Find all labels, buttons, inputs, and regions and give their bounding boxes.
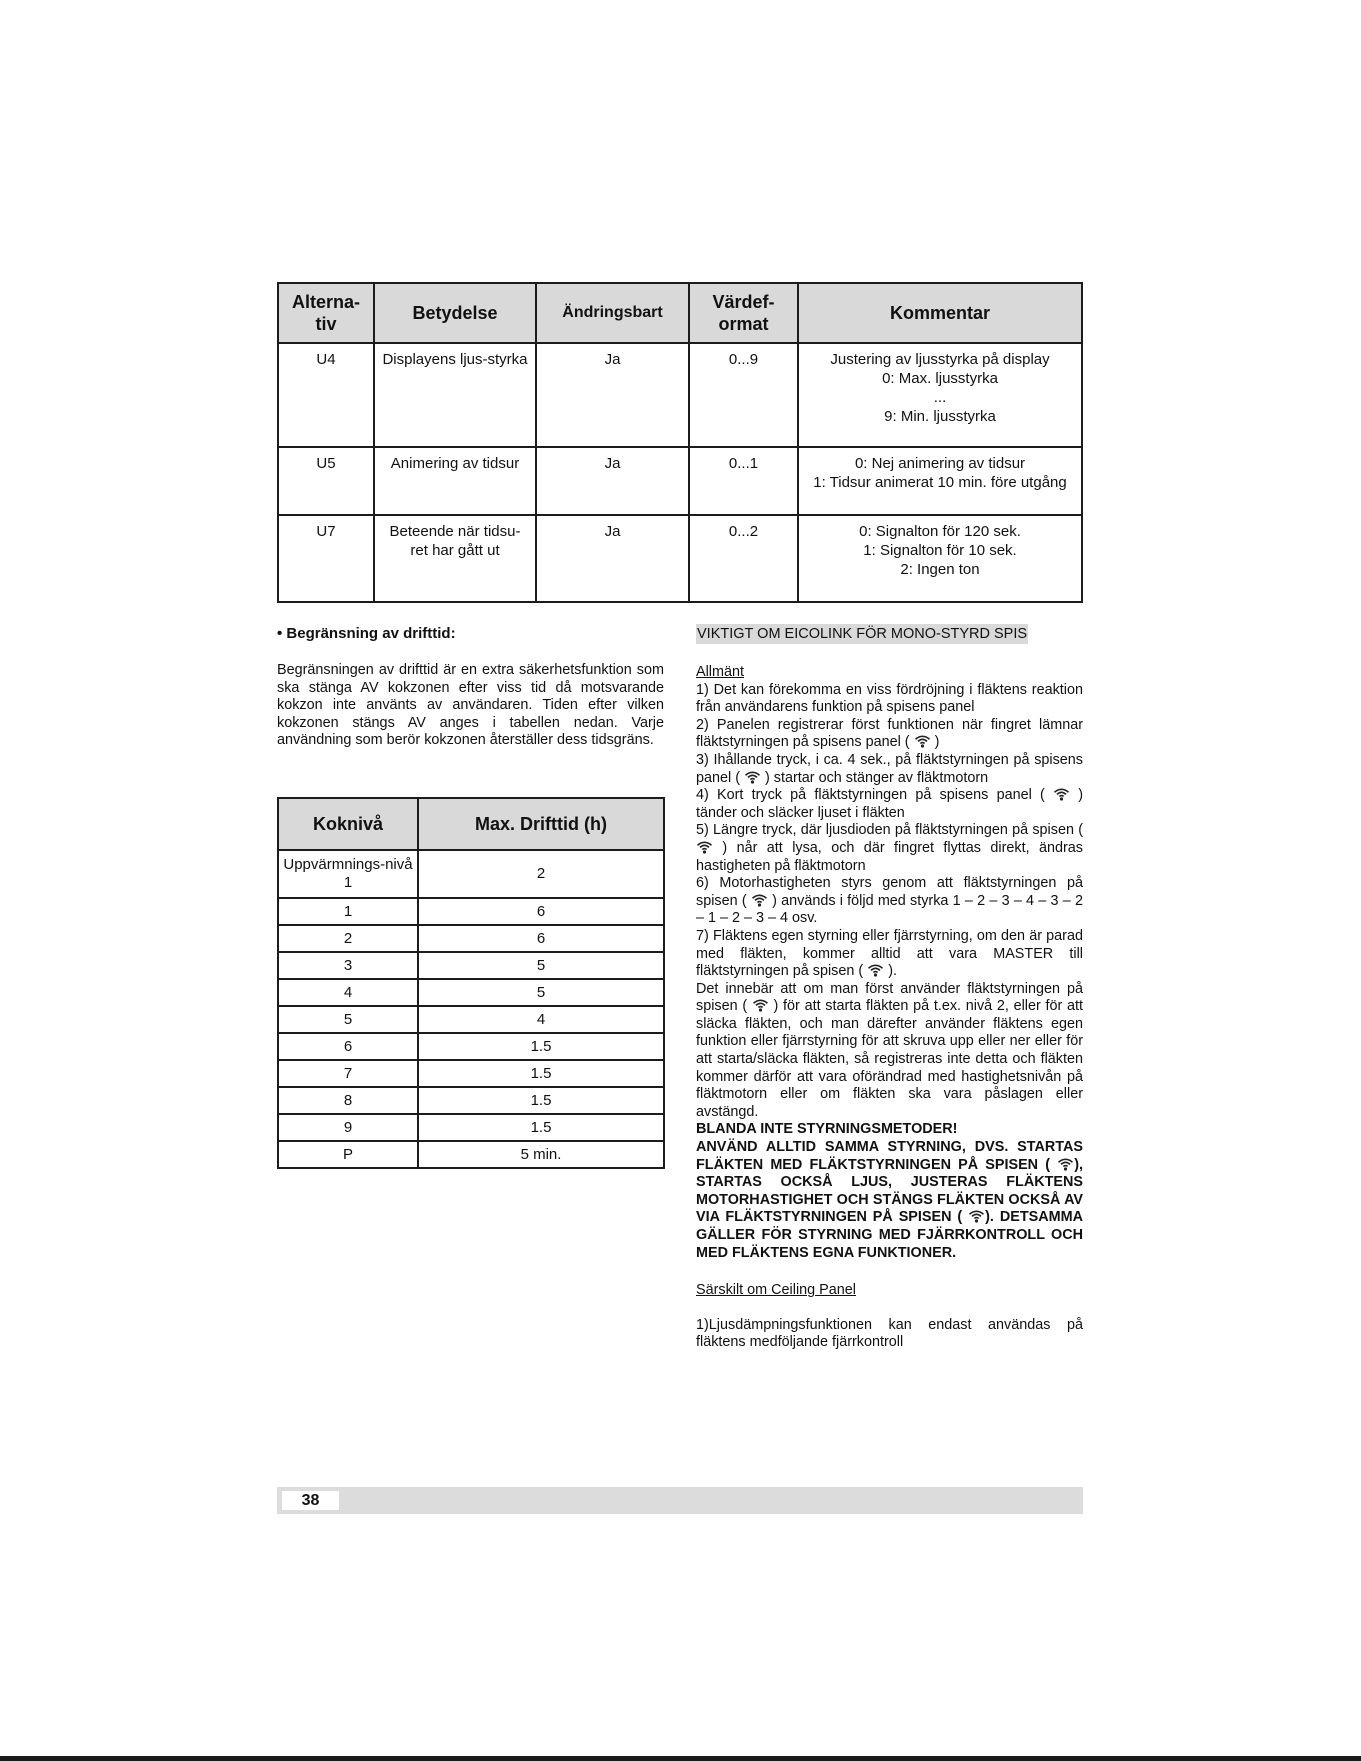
drifttid-paragraph: Begränsningen av drifttid är en extra säkerhetsfunktion som ska stänga AV kokzonen efter viss tid då motsvarande kokzon inte använts av användaren. Tiden efter vilken kokzonen stängs AV anges i tabellen nedan. Varje användning som berör kokzonen återställer dess tidsgräns. bbox=[277, 662, 664, 749]
cell-kokniva: 2 bbox=[278, 925, 418, 952]
table-row bbox=[278, 1114, 664, 1141]
list-item: 5) Längre tryck, där ljusdioden på fläktstyrningen på spisen ( ) når att lysa, och där fingret flyttas direkt, ändras hastigheten på fläktmotorn bbox=[696, 822, 1083, 874]
eicolink-title: VIKTIGT OM EICOLINK FÖR MONO-STYRD SPIS bbox=[697, 626, 1028, 642]
cell-max-drifttid: 6 bbox=[418, 898, 664, 925]
cell-max-drifttid: 6 bbox=[418, 925, 664, 952]
cell-editable: Ja bbox=[536, 515, 689, 602]
cell-kokniva: P bbox=[278, 1141, 418, 1168]
cell-kokniva: 3 bbox=[278, 952, 418, 979]
comment-line: Justering av ljusstyrka på display bbox=[830, 351, 1050, 368]
comment-line: 9: Min. ljusstyrka bbox=[884, 408, 996, 425]
fan-wifi-icon bbox=[968, 1209, 985, 1223]
cell-comment bbox=[798, 343, 1082, 447]
list-item: 2) Panelen registrerar först funktionen när fingret lämnar fläktstyrningen på spisens panel ( ) bbox=[696, 716, 1083, 751]
fan-wifi-icon bbox=[696, 840, 713, 854]
section-heading-drifttid: • Begränsning av drifttid: bbox=[277, 625, 456, 642]
footer-bar bbox=[277, 1487, 1083, 1514]
cell-max-drifttid: 2 bbox=[418, 850, 664, 898]
subhead-allmant: Allmänt bbox=[696, 664, 744, 680]
warning-heading: BLANDA INTE STYRNINGSMETODER! bbox=[696, 1121, 958, 1138]
cell-max-drifttid: 1.5 bbox=[418, 1033, 664, 1060]
cell-max-drifttid: 5 bbox=[418, 979, 664, 1006]
cell-meaning: Animering av tidsur bbox=[374, 447, 536, 515]
fan-wifi-icon bbox=[751, 893, 768, 907]
list-item: 3) Ihållande tryck, i ca. 4 sek., på fläktstyrningen på spisens panel ( ) startar och stänger av fläktmotorn bbox=[696, 751, 1083, 786]
cell-format: 0...1 bbox=[689, 447, 798, 515]
table-row bbox=[278, 1060, 664, 1087]
cell-editable: Ja bbox=[536, 447, 689, 515]
cell-kokniva: 6 bbox=[278, 1033, 418, 1060]
header-alternativ: Alterna-tiv bbox=[278, 283, 374, 343]
cell-comment bbox=[798, 447, 1082, 515]
cell-kokniva: 1 bbox=[278, 898, 418, 925]
fan-wifi-icon bbox=[914, 734, 931, 748]
cell-alt: U4 bbox=[278, 343, 374, 447]
cell-max-drifttid: 4 bbox=[418, 1006, 664, 1033]
comment-line: 0: Nej animering av tidsur bbox=[854, 455, 1026, 472]
cell-kokniva: Uppvärmnings-nivå 1 bbox=[278, 850, 418, 898]
settings-table bbox=[277, 282, 1083, 603]
left-column bbox=[277, 624, 664, 750]
cell-max-drifttid: 5 min. bbox=[418, 1141, 664, 1168]
fan-wifi-icon bbox=[744, 770, 761, 784]
settings-table-header bbox=[278, 283, 1082, 343]
cell-max-drifttid: 1.5 bbox=[418, 1087, 664, 1114]
comment-line: ... bbox=[933, 389, 947, 406]
header-max-drifttid: Max. Drifttid (h) bbox=[418, 798, 664, 850]
comment-line: 2: Ingen ton bbox=[900, 561, 980, 578]
cell-format: 0...9 bbox=[689, 343, 798, 447]
explanation-paragraph: Det innebär att om man först använder fläktstyrningen på spisen ( ) för att starta fläkten på t.ex. nivå 2, eller för att släcka fläkten, och man därefter använder fläktens egen funktion eller fjärrstyrning för att skruva upp eller ner eller för att starta/släcka fläkten, så registreras inte detta och fläkten kommer därför att vara oförändrad med hastighetsnivån på fläktmotorn eller om fläkten ska vara påslagen eller avstängd. bbox=[696, 980, 1083, 1120]
cell-max-drifttid: 1.5 bbox=[418, 1060, 664, 1087]
warning-paragraph: ANVÄND ALLTID SAMMA STYRNING, DVS. STARTAS FLÄKTEN MED FLÄKTSTYRNINGEN PÅ SPISEN ( ), STARTAS OCKSÅ LJUS, JUSTERAS FLÄKTENS MOTORHASTIGHET OCH STÄNGS FLÄKTEN OCKSÅ AV VIA FLÄKTSTYRNINGEN PÅ SPISEN ( ). DETSAMMA GÄLLER FÖR STYRNING MED FJÄRRKONTROLL OCH MED FLÄKTENS EGNA FUNKTIONER. bbox=[696, 1139, 1084, 1261]
table-row bbox=[278, 1033, 664, 1060]
table-row bbox=[278, 979, 664, 1006]
cell-kokniva: 7 bbox=[278, 1060, 418, 1087]
cell-kokniva: 8 bbox=[278, 1087, 418, 1114]
drifttid-table-header bbox=[278, 798, 664, 850]
cell-meaning: Displayens ljus-styrka bbox=[374, 343, 536, 447]
ceiling-paragraph: 1)Ljusdämpningsfunktionen kan endast användas på fläktens medföljande fjärrkontroll bbox=[696, 1316, 1083, 1351]
table-row bbox=[278, 1087, 664, 1114]
page-number: 38 bbox=[282, 1491, 339, 1510]
cell-kokniva: 4 bbox=[278, 979, 418, 1006]
comment-line: 1: Signalton för 10 sek. bbox=[863, 542, 1017, 559]
table-row bbox=[278, 898, 664, 925]
cell-editable: Ja bbox=[536, 343, 689, 447]
list-item: 6) Motorhastigheten styrs genom att fläktstyrningen på spisen ( ) används i följd med styrka 1 – 2 – 3 – 4 – 3 – 2 – 1 – 2 – 3 – 4 osv. bbox=[696, 875, 1083, 927]
comment-line: 1: Tidsur animerat 10 min. före utgång bbox=[813, 474, 1067, 491]
cell-alt: U5 bbox=[278, 447, 374, 515]
drifttid-table-body bbox=[278, 850, 664, 1168]
drifttid-table bbox=[277, 797, 665, 1169]
bottom-rule bbox=[0, 1756, 1361, 1761]
table-row bbox=[278, 447, 1082, 515]
fan-wifi-icon bbox=[1053, 787, 1070, 801]
right-column bbox=[696, 624, 1083, 1352]
fan-wifi-icon bbox=[867, 963, 884, 977]
cell-max-drifttid: 5 bbox=[418, 952, 664, 979]
cell-format: 0...2 bbox=[689, 515, 798, 602]
header-andringsbart: Ändringsbart bbox=[536, 283, 689, 343]
header-kokniva: Koknivå bbox=[278, 798, 418, 850]
list-item: 4) Kort tryck på fläktstyrningen på spisens panel ( ) tänder och släcker ljuset i fläkten bbox=[696, 787, 1083, 821]
table-row bbox=[278, 1006, 664, 1033]
subhead-ceiling-panel: Särskilt om Ceiling Panel bbox=[696, 1282, 856, 1299]
cell-comment bbox=[798, 515, 1082, 602]
table-row bbox=[278, 925, 664, 952]
cell-kokniva: 9 bbox=[278, 1114, 418, 1141]
fan-wifi-icon bbox=[752, 998, 769, 1012]
fan-wifi-icon bbox=[1057, 1157, 1074, 1171]
header-vardeformat: Värdef-ormat bbox=[689, 283, 798, 343]
table-row bbox=[278, 850, 664, 898]
cell-alt: U7 bbox=[278, 515, 374, 602]
cell-max-drifttid: 1.5 bbox=[418, 1114, 664, 1141]
table-row bbox=[278, 952, 664, 979]
comment-line: 0: Max. ljusstyrka bbox=[882, 370, 998, 387]
table-row bbox=[278, 515, 1082, 602]
table-row bbox=[278, 343, 1082, 447]
cell-kokniva: 5 bbox=[278, 1006, 418, 1033]
comment-line: 0: Signalton för 120 sek. bbox=[859, 523, 1021, 540]
header-betydelse: Betydelse bbox=[374, 283, 536, 343]
header-kommentar: Kommentar bbox=[798, 283, 1082, 343]
list-item: 7) Fläktens egen styrning eller fjärrstyrning, om den är parad med fläkten, kommer alltid att vara MASTER till fläktstyrningen på spisen ( ). bbox=[696, 927, 1083, 980]
table-row bbox=[278, 1141, 664, 1168]
list-item: 1) Det kan förekomma en viss fördröjning i fläktens reaktion från användarens funktion på spisens panel bbox=[696, 681, 1083, 716]
cell-meaning: Beteende när tidsu-ret har gått ut bbox=[374, 515, 536, 602]
